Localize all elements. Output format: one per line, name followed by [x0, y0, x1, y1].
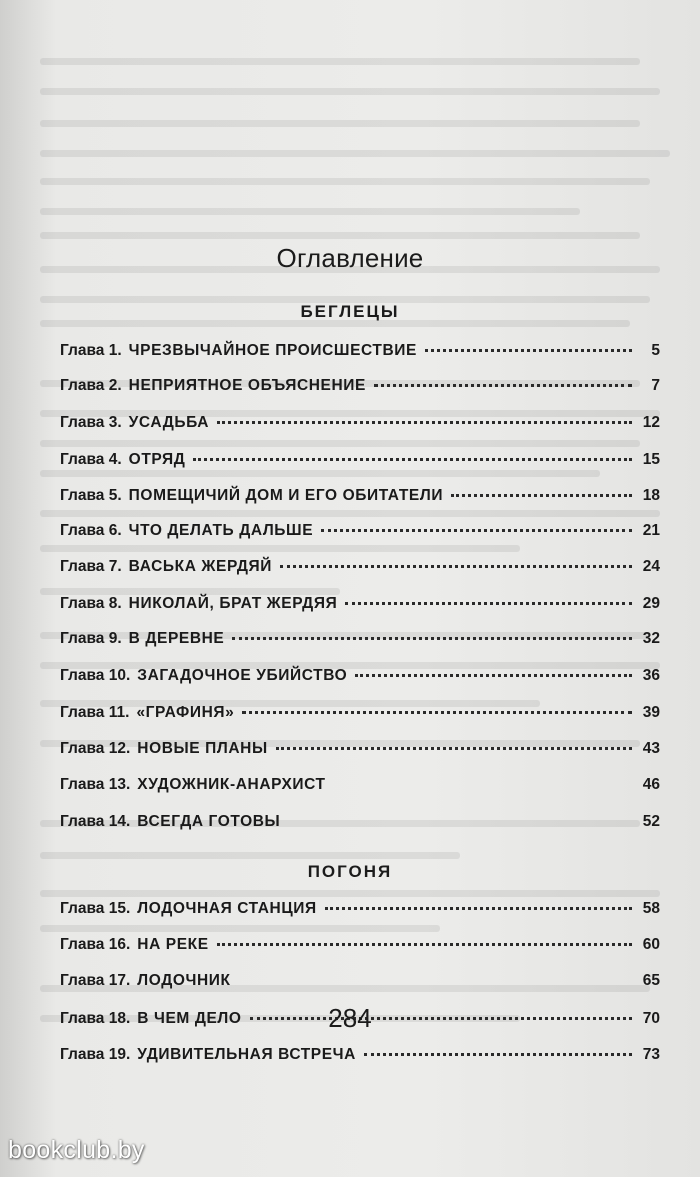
chapter-label: Глава 4. [60, 451, 122, 468]
leader-dots [217, 933, 632, 946]
chapter-title: УСАДЬБА [128, 414, 210, 431]
chapter-label: Глава 6. [60, 522, 122, 539]
page-number: 46 [642, 776, 660, 793]
toc-row[interactable] [60, 740, 660, 764]
page-number: 7 [651, 377, 660, 394]
chapter-label: Глава 1. [60, 342, 122, 359]
toc-row[interactable] [60, 667, 660, 691]
chapter-label: Глава 19. [60, 1046, 131, 1063]
bleed-through-text [40, 0, 680, 1177]
leader-dots [276, 737, 632, 750]
page-number: 60 [642, 936, 660, 953]
leader-dots [232, 627, 632, 640]
chapter-label: Глава 13. [60, 776, 131, 793]
chapter-title: НИКОЛАЙ, БРАТ ЖЕРДЯЯ [128, 595, 338, 612]
toc-row[interactable] [60, 342, 660, 366]
chapter-title: ЧТО ДЕЛАТЬ ДАЛЬШЕ [128, 522, 314, 539]
chapter-label: Глава 12. [60, 740, 131, 757]
section-title: ПОГОНЯ [307, 862, 393, 881]
chapter-label: Глава 5. [60, 487, 122, 504]
leader-dots [425, 339, 632, 352]
toc-row[interactable] [60, 595, 660, 619]
section-title: БЕГЛЕЦЫ [300, 302, 400, 321]
page-folio: 284 [328, 1003, 372, 1033]
toc-row[interactable] [60, 487, 660, 511]
chapter-title: ВСЕГДА ГОТОВЫ [137, 813, 281, 830]
leader-dots [193, 448, 632, 461]
leader-dots [242, 701, 632, 714]
page-number: 32 [642, 630, 660, 647]
chapter-title: ПОМЕЩИЧИЙ ДОМ И ЕГО ОБИТАТЕЛИ [128, 487, 444, 504]
leader-dots [280, 555, 632, 568]
toc-row[interactable] [60, 704, 660, 728]
chapter-title: ЛОДОЧНАЯ СТАНЦИЯ [137, 900, 317, 917]
chapter-label: Глава 16. [60, 936, 131, 953]
toc-row[interactable] [60, 776, 660, 800]
page-number: 73 [642, 1046, 660, 1063]
chapter-label: Глава 3. [60, 414, 122, 431]
leader-dots [355, 664, 632, 677]
toc-row[interactable] [60, 1046, 660, 1070]
leader-dots [217, 411, 632, 424]
chapter-label: Глава 9. [60, 630, 122, 647]
chapter-label: Глава 15. [60, 900, 131, 917]
leader-dots [364, 1043, 632, 1056]
chapter-label: Глава 14. [60, 813, 131, 830]
leader-dots [374, 374, 632, 387]
page-number: 5 [651, 342, 660, 359]
chapter-title: ЗАГАДОЧНОЕ УБИЙСТВО [137, 667, 348, 684]
chapter-title: НЕПРИЯТНОЕ ОБЪЯСНЕНИЕ [128, 377, 366, 394]
toc-row[interactable] [60, 630, 660, 654]
chapter-label: Глава 10. [60, 667, 131, 684]
page-number: 52 [642, 813, 660, 830]
toc-heading: Оглавление [276, 243, 424, 273]
page-number: 24 [642, 558, 660, 575]
chapter-title: НА РЕКЕ [137, 936, 209, 953]
page-number: 36 [642, 667, 660, 684]
toc-row[interactable] [60, 558, 660, 582]
page-number: 58 [642, 900, 660, 917]
chapter-label: Глава 11. [60, 704, 130, 721]
chapter-title: ОТРЯД [128, 451, 186, 468]
page-number: 70 [642, 1010, 660, 1027]
toc-row[interactable] [60, 377, 660, 401]
toc-row[interactable] [60, 972, 660, 996]
watermark: bookclub.by [8, 1136, 145, 1164]
toc-row[interactable] [60, 451, 660, 475]
leader-dots [345, 592, 632, 605]
chapter-title: ВАСЬКА ЖЕРДЯЙ [128, 558, 273, 575]
chapter-title: ЧРЕЗВЫЧАЙНОЕ ПРОИСШЕСТВИЕ [128, 342, 417, 359]
toc-row[interactable] [60, 936, 660, 960]
toc-row[interactable] [60, 414, 660, 438]
chapter-title: В ЧЕМ ДЕЛО [137, 1010, 242, 1027]
chapter-title: ХУДОЖНИК-АНАРХИСТ [137, 776, 326, 793]
page-number: 18 [642, 487, 660, 504]
chapter-title: НОВЫЕ ПЛАНЫ [137, 740, 268, 757]
chapter-label: Глава 2. [60, 377, 122, 394]
leader-dots [321, 519, 632, 532]
chapter-title: ЛОДОЧНИК [137, 972, 231, 989]
toc-row[interactable] [60, 900, 660, 924]
page-number: 12 [642, 414, 660, 431]
chapter-title: В ДЕРЕВНЕ [128, 630, 225, 647]
page-number: 39 [642, 704, 660, 721]
leader-dots [325, 897, 632, 910]
page-number: 29 [642, 595, 660, 612]
toc-row[interactable] [60, 522, 660, 546]
page-number: 15 [642, 451, 660, 468]
leader-dots [451, 484, 632, 497]
chapter-label: Глава 18. [60, 1010, 131, 1027]
page-number: 65 [642, 972, 660, 989]
chapter-title: «ГРАФИНЯ» [136, 704, 235, 721]
chapter-label: Глава 8. [60, 595, 122, 612]
toc-row[interactable] [60, 813, 660, 837]
chapter-label: Глава 7. [60, 558, 122, 575]
chapter-title: УДИВИТЕЛЬНАЯ ВСТРЕЧА [137, 1046, 356, 1063]
page-number: 43 [642, 740, 660, 757]
chapter-label: Глава 17. [60, 972, 131, 989]
page-number: 21 [642, 522, 660, 539]
